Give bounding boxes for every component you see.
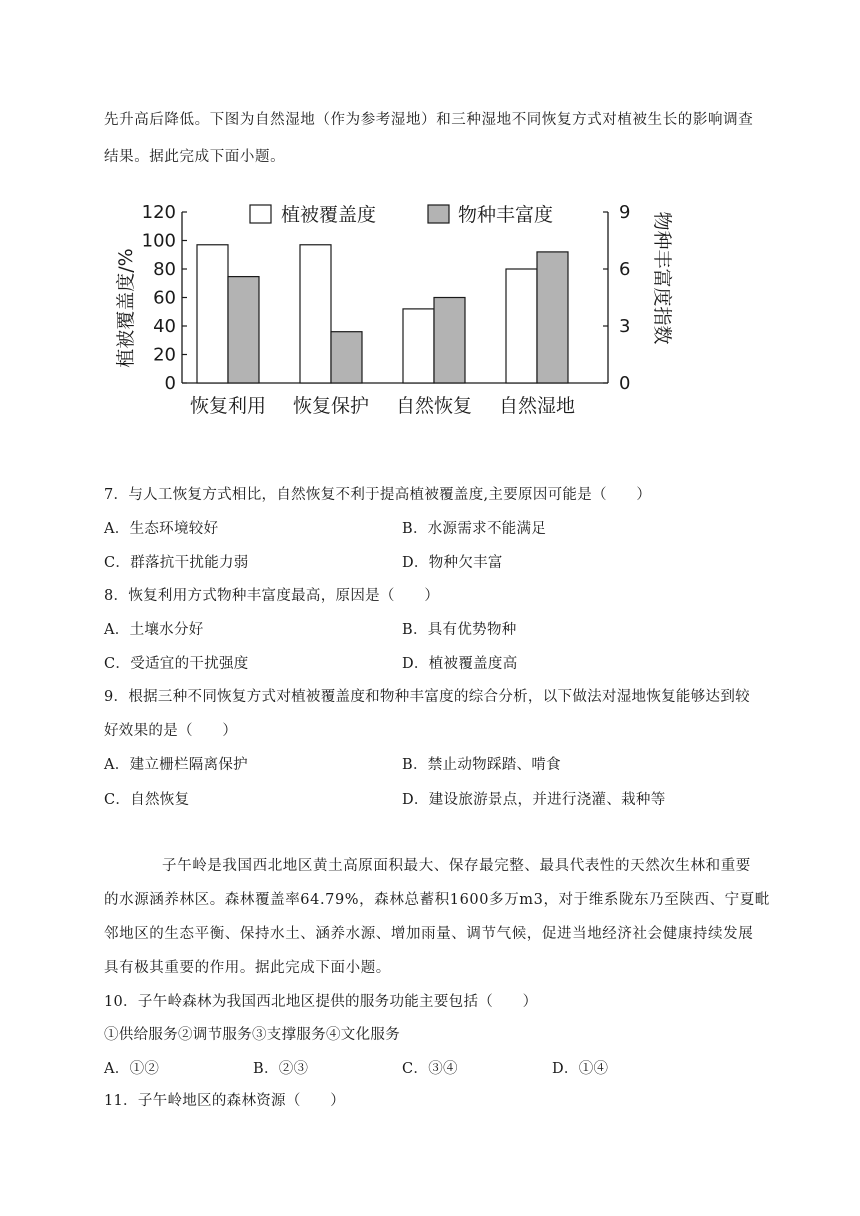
legend-swatch-coverage [250, 205, 271, 223]
question-8-stem: 8．恢复利用方式物种丰富度最高，原因是（ ） [104, 588, 440, 604]
chart-legend [250, 203, 553, 226]
question-9-option-d[interactable]: D．建设旅游景点，并进行浇灌、栽种等 [402, 792, 666, 808]
question-10-option-a[interactable]: A．①② [104, 1061, 160, 1077]
y-tick-label-left: 120 [141, 202, 176, 223]
question-7-option-d[interactable]: D．物种欠丰富 [402, 555, 503, 571]
bar-richness-3 [434, 298, 465, 384]
bar-richness-1 [228, 277, 259, 383]
x-category-label: 恢复保护 [292, 395, 370, 417]
legend-label-richness: 物种丰富度 [458, 204, 554, 226]
intro-line-2: 结果。据此完成下面小题。 [104, 149, 286, 165]
question-10-option-b[interactable]: B．②③ [253, 1061, 309, 1077]
question-10-items: ①供给服务②调节服务③支撑服务④文化服务 [104, 1027, 400, 1043]
question-9-stem-line-2: 好效果的是（ ） [104, 723, 238, 739]
y-tick-label-right: 3 [619, 316, 631, 337]
question-9-option-a[interactable]: A．建立栅栏隔离保护 [104, 757, 248, 773]
question-11-stem: 11．子午岭地区的森林资源（ ） [104, 1093, 346, 1109]
bar-coverage-4 [506, 269, 537, 383]
intro-line-1: 先升高后降低。下图为自然湿地（作为参考湿地）和三种湿地不同恢复方式对植被生长的影响调查 [104, 112, 754, 128]
y-axis-right-label: 物种丰富度指数 [651, 211, 673, 345]
question-10-option-d[interactable]: D．①④ [552, 1061, 609, 1077]
y-tick-label-left: 40 [153, 316, 176, 337]
bar-richness-4 [537, 252, 568, 383]
y-tick-label-left: 100 [141, 230, 176, 252]
question-7-stem: 7．与人工恢复方式相比，自然恢复不利于提高植被覆盖度,主要原因可能是（ ） [104, 487, 652, 503]
chart-categories [190, 395, 575, 417]
y-tick-label-right: 0 [619, 373, 631, 394]
bar-chart [100, 186, 680, 426]
question-7-option-c[interactable]: C．群落抗干扰能力弱 [104, 555, 249, 571]
bar-coverage-3 [403, 309, 434, 383]
question-7-option-a[interactable]: A．生态环境较好 [104, 521, 219, 537]
y-tick-label-left: 60 [153, 287, 176, 309]
y-tick-label-right: 9 [619, 202, 631, 223]
question-8-option-a[interactable]: A．土壤水分好 [104, 622, 204, 638]
question-9-stem-line-1: 9．根据三种不同恢复方式对植被覆盖度和物种丰富度的综合分析，以下做法对湿地恢复能够达到较 [104, 689, 750, 705]
y-tick-label-left: 20 [153, 344, 176, 366]
question-8-option-c[interactable]: C．受适宜的干扰强度 [104, 656, 249, 672]
y-tick-label-left: 0 [164, 373, 176, 394]
question-10-stem: 10．子午岭森林为我国西北地区提供的服务功能主要包括（ ） [104, 994, 538, 1010]
passage2-line-3: 邻地区的生态平衡、保持水土、涵养水源、增加雨量、调节气候，促进当地经济社会健康持续发展 [104, 926, 754, 942]
question-7-option-b[interactable]: B．水源需求不能满足 [402, 521, 547, 537]
question-9-option-b[interactable]: B．禁止动物踩踏、啃食 [402, 757, 561, 773]
x-category-label: 自然湿地 [498, 395, 576, 417]
y-tick-label-right: 6 [619, 259, 631, 280]
passage2-line-2: 的水源涵养林区。森林覆盖率64.79%，森林总蓄积1600多万m3，对于维系陇东乃至陕西、宁夏毗 [104, 892, 770, 908]
question-8-option-d[interactable]: D．植被覆盖度高 [402, 656, 518, 672]
question-9-option-c[interactable]: C．自然恢复 [104, 792, 190, 808]
chart-bars [197, 245, 568, 383]
passage2-line-1: 子午岭是我国西北地区黄土高原面积最大、保存最完整、最具代表性的天然次生林和重要 [162, 858, 751, 874]
legend-label-coverage: 植被覆盖度 [281, 204, 377, 226]
passage2-line-4: 具有极其重要的作用。据此完成下面小题。 [104, 960, 391, 976]
question-10-option-c[interactable]: C．③④ [402, 1061, 458, 1077]
bar-coverage-1 [197, 245, 228, 383]
y-tick-label-left: 80 [153, 259, 176, 280]
question-8-option-b[interactable]: B．具有优势物种 [402, 622, 517, 638]
legend-swatch-richness [428, 205, 449, 223]
y-axis-left-label: 植被覆盖度/% [115, 248, 137, 368]
x-category-label: 恢复利用 [189, 395, 267, 417]
bar-coverage-2 [300, 245, 331, 383]
bar-richness-2 [331, 332, 362, 383]
x-category-label: 自然恢复 [395, 395, 473, 417]
